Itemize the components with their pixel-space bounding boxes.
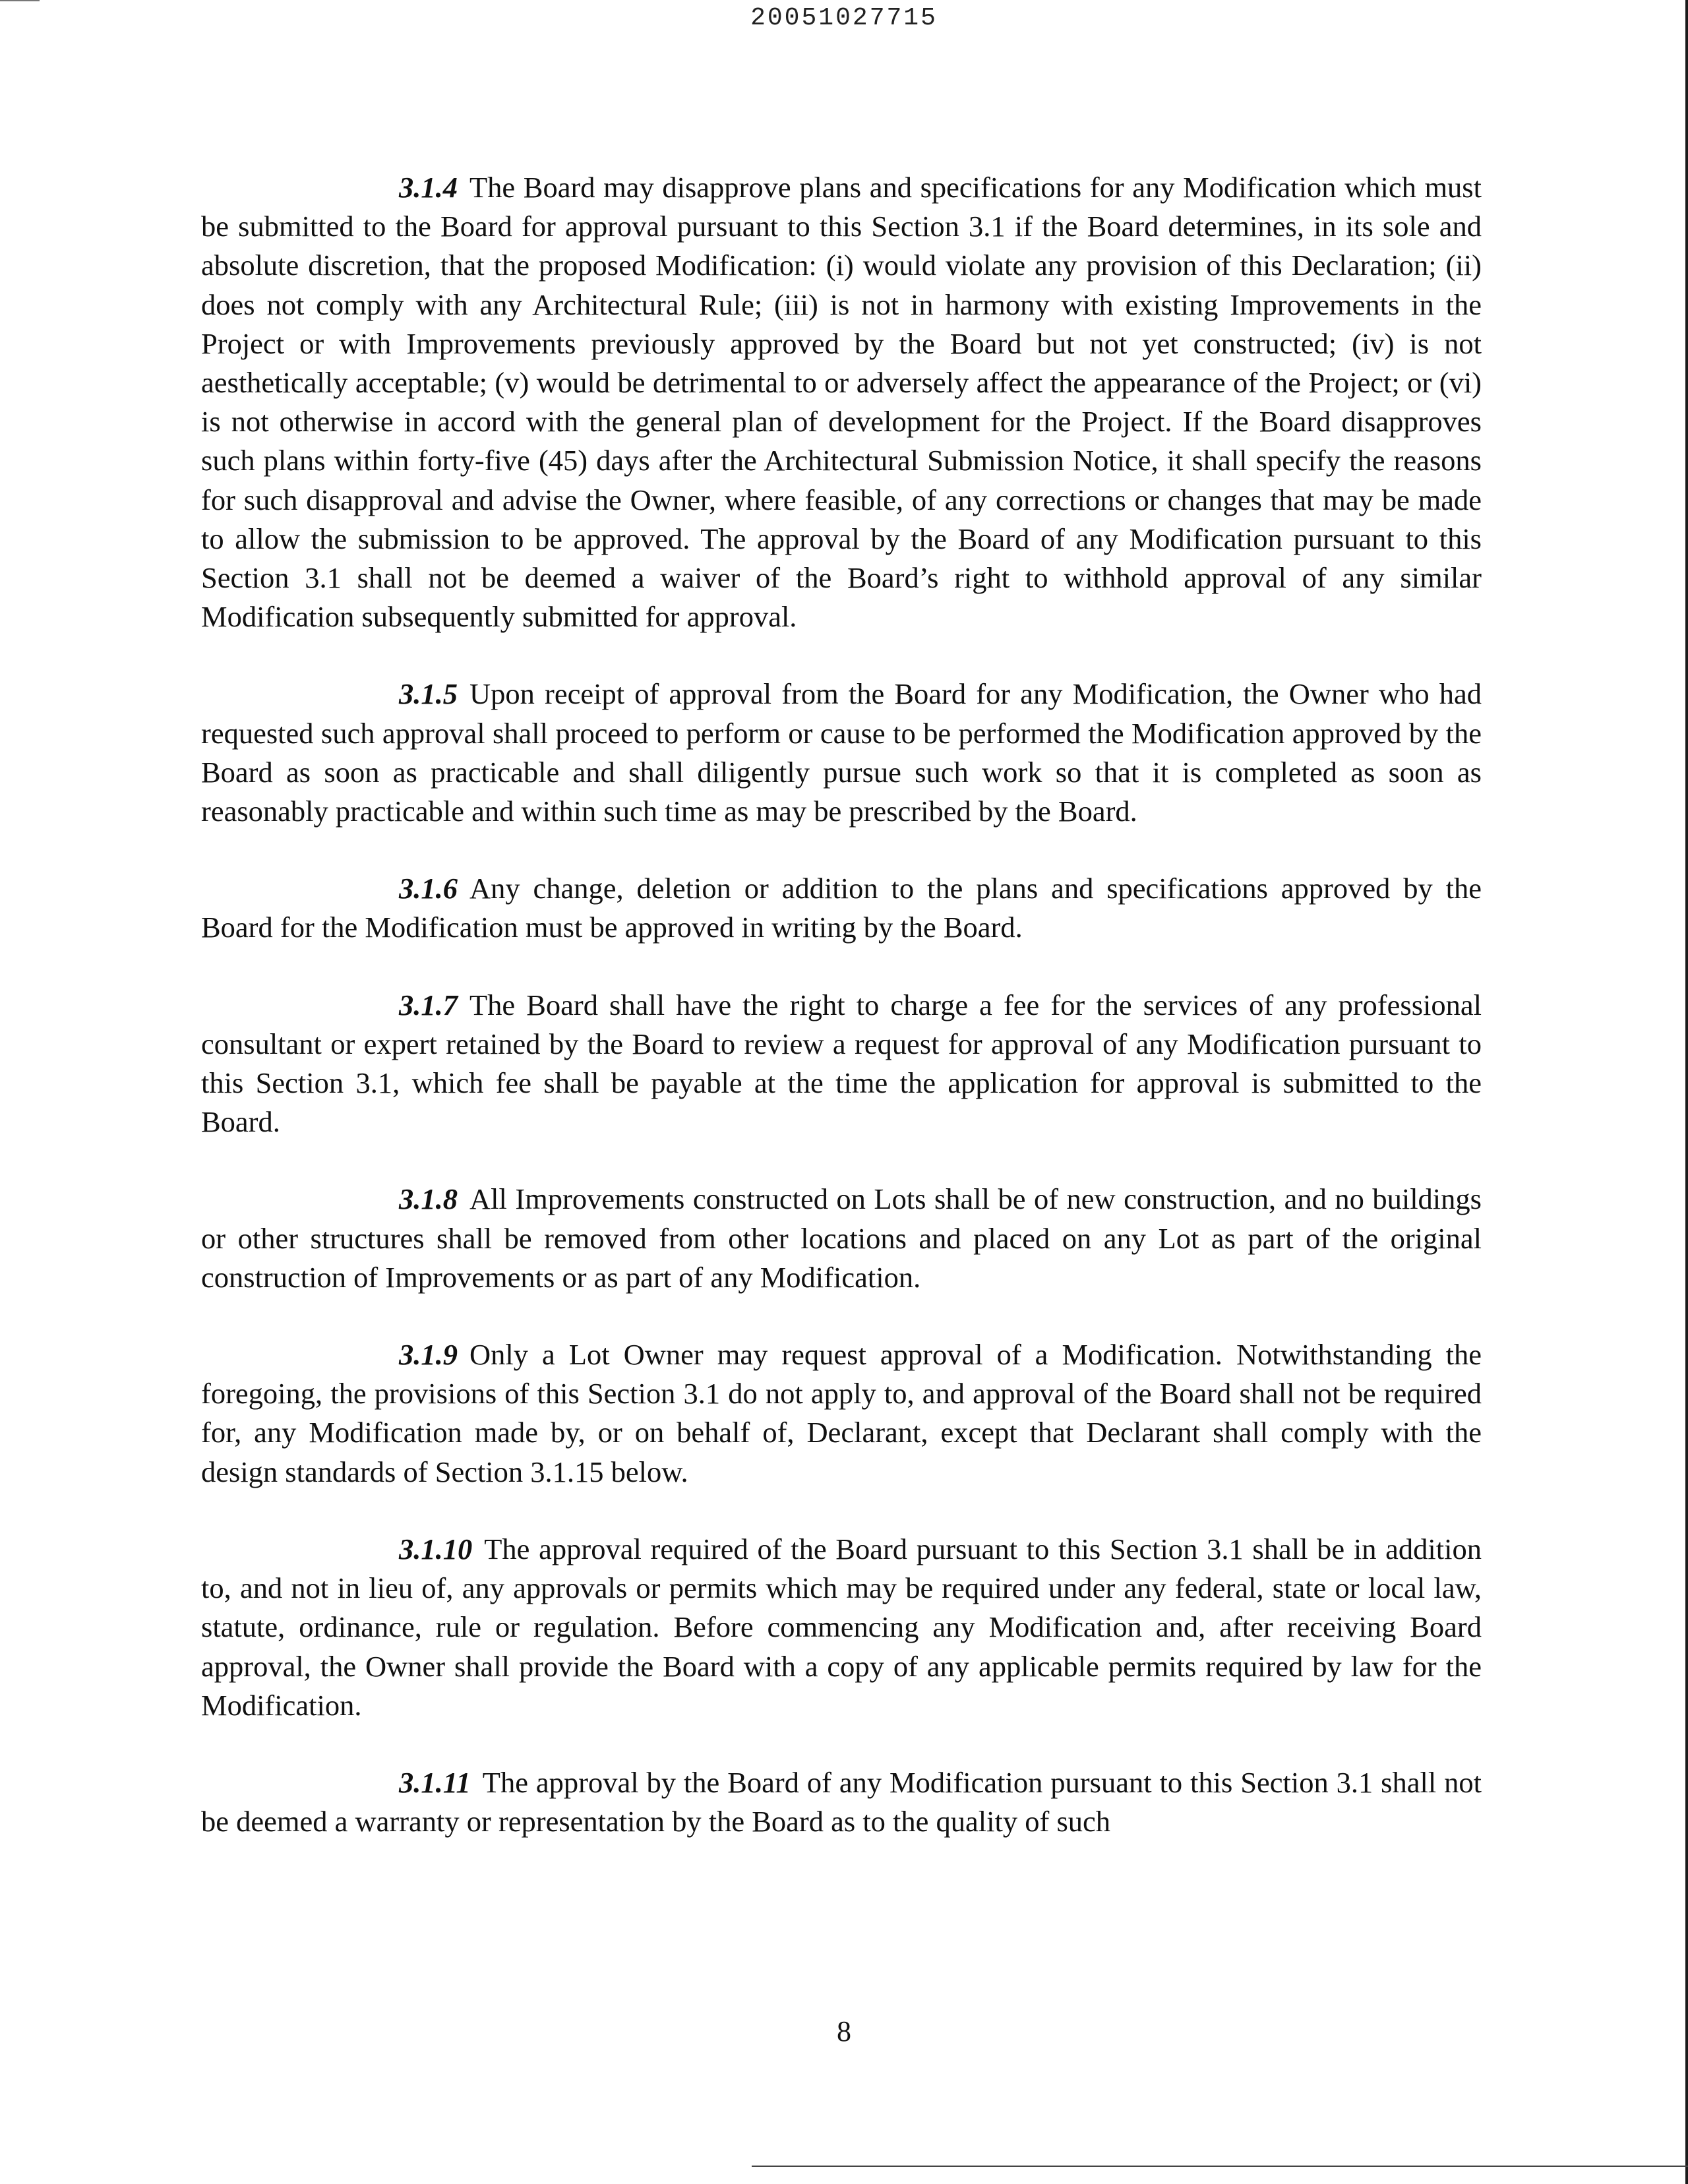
scan-corner-mark: [0, 0, 40, 1]
paragraph-text: The approval by the Board of any Modification pursuant to this Section 3.1 shall not be deemed a warranty or representation by the Board as to the quality of such: [201, 1765, 1482, 1838]
paragraph-text: Only a Lot Owner may request approval of a Modification. Notwithstanding the foregoing, the provisions of this Section 3.1 do not apply to, and approval of the Board shall not be required for, any Modification made by, or on behalf of, Declarant, except that Declarant shall comply with the design standards of Section 3.1.15 below.: [201, 1338, 1482, 1488]
section-number: 3.1.7: [399, 988, 458, 1021]
scan-bottom-line: [752, 2166, 1688, 2167]
section-number: 3.1.10: [399, 1532, 473, 1565]
paragraph-3-1-4: [201, 168, 1482, 636]
paragraph-text: The Board may disapprove plans and specifications for any Modification which must be submitted to the Board for approval pursuant to this Section 3.1 if the Board determines, in its sole and absolute discretion, that the proposed Modification: (i) would violate any provision of this Declaration; (ii) does not comply with any Architectural Rule; (iii) is not in harmony with existing Improvements in the Project or with Improvements previously approved by the Board but not yet constructed; (iv) is not aesthetically acceptable; (v) would be detrimental to or adversely affect the appearance of the Project; or (vi) is not otherwise in accord with the general plan of development for the Project. If the Board disapproves such plans within forty-five (45) days after the Architectural Submission Notice, it shall specify the reasons for such disapproval and advise the Owner, where feasible, of any corrections or changes that may be made to allow the submission to be approved. The approval by the Board of any Modification pursuant to this Section 3.1 shall not be deemed a waiver of the Board’s right to withhold approval of any similar Modification subsequently submitted for approval.: [201, 171, 1482, 634]
paragraph-3-1-8: [201, 1180, 1482, 1297]
section-number: 3.1.9: [399, 1338, 458, 1372]
section-number: 3.1.8: [399, 1182, 458, 1216]
paragraph-text: Upon receipt of approval from the Board for any Modification, the Owner who had requested such approval shall proceed to perform or cause to be performed the Modification approved by the Board as soon as practicable and shall diligently pursue such work so that it is completed as soon as reasonably practicable and within such time as may be prescribed by the Board.: [201, 677, 1482, 828]
paragraph-3-1-11: [201, 1763, 1482, 1841]
paragraph-text: The approval required of the Board pursuant to this Section 3.1 shall be in addition to, and not in lieu of, any approvals or permits which may be required under any federal, state or local law, statute, ordinance, rule or regulation. Before commencing any Modification and, after receiving Board approval, the Owner shall provide the Board with a copy of any applicable permits required by law for the Modification.: [201, 1532, 1482, 1722]
document-number: 20051027715: [750, 4, 938, 32]
section-number: 3.1.5: [399, 677, 458, 711]
section-number: 3.1.11: [399, 1765, 471, 1799]
page-number: 8: [837, 2015, 851, 2048]
paragraph-text: The Board shall have the right to charge a fee for the services of any professional consultant or expert retained by the Board to review a request for approval of any Modification pursuant to this Section 3.1, which fee shall be payable at the time the application for approval is submitted to the Board.: [201, 988, 1482, 1139]
paragraph-3-1-7: [201, 986, 1482, 1142]
paragraph-3-1-10: [201, 1530, 1482, 1725]
scan-edge-border: [1685, 0, 1688, 2184]
paragraph-text: Any change, deletion or addition to the plans and specifications approved by the Board for the Modification must be approved in writing by the Board.: [201, 872, 1482, 944]
document-body: [201, 168, 1482, 1879]
paragraph-3-1-9: [201, 1335, 1482, 1492]
paragraph-text: All Improvements constructed on Lots shall be of new construction, and no buildings or other structures shall be removed from other locations and placed on any Lot as part of the original construction of Improvements or as part of any Modification.: [201, 1182, 1482, 1294]
section-number: 3.1.4: [399, 171, 458, 204]
section-number: 3.1.6: [399, 872, 458, 905]
paragraph-3-1-6: [201, 869, 1482, 947]
paragraph-3-1-5: [201, 675, 1482, 831]
